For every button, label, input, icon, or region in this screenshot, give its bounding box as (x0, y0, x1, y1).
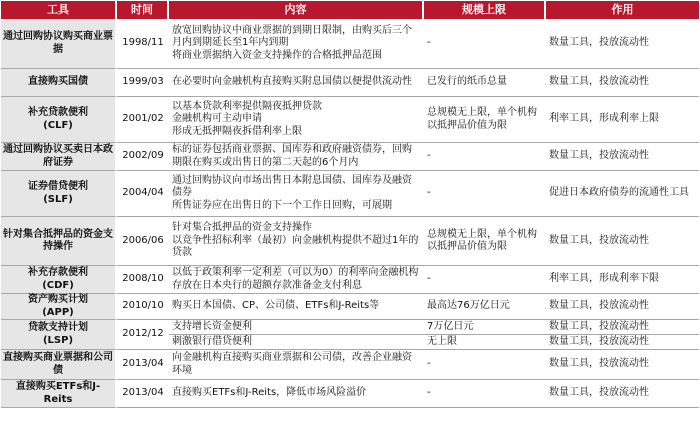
table-row (1, 217, 699, 266)
table-row (1, 266, 699, 294)
content-cell: 通过回购协议向市场出售日本附息国债、国库券及融资债券 所售证券应在出售日的下一个工作日回购，可展期 (169, 171, 424, 217)
header-effect: 作用 (546, 1, 699, 19)
tool-cell: 资产购买计划 (APP) (1, 294, 117, 320)
time-cell: 2010/10 (117, 294, 169, 320)
effect-cell: 利率工具，形成利率上限 (546, 97, 699, 143)
content-cell: 在必要时向金融机构直接购买附息国债以便提供流动性 (169, 69, 424, 97)
content-cell: 向金融机构直接购买商业票据和公司债，改善企业融资环境 (169, 350, 424, 380)
content-cell: 直接购买ETFs和J-Reits，降低市场风险溢价 (169, 380, 424, 408)
content-cell: 针对集合抵押品的资金支持操作 以竞争性招标利率（最初）向金融机构提供不超过1年的贷款 (169, 217, 424, 266)
table-header (1, 1, 699, 19)
header-content: 内容 (169, 1, 424, 19)
time-cell: 2002/09 (117, 143, 169, 171)
content-cell: 以基本贷款利率提供隔夜抵押贷款 金融机构可主动申请 形成无抵押隔夜拆借利率上限 (169, 97, 424, 143)
limit-cell: 7万亿日元 (424, 320, 546, 335)
tool-cell: 直接购买商业票据和公司债 (1, 350, 117, 380)
time-cell: 2013/04 (117, 380, 169, 408)
time-cell: 2001/02 (117, 97, 169, 143)
limit-cell: 已发行的纸币总量 (424, 69, 546, 97)
table-row (1, 380, 699, 408)
table-row (1, 171, 699, 217)
table-row (1, 143, 699, 171)
table-body (1, 19, 699, 408)
time-cell: 2013/04 (117, 350, 169, 380)
effect-cell: 数量工具，投放流动性 (546, 335, 699, 350)
table-row (1, 320, 699, 335)
effect-cell: 利率工具，形成利率下限 (546, 266, 699, 294)
header-time: 时间 (117, 1, 169, 19)
tool-cell: 补充存款便利 (CDF) (1, 266, 117, 294)
limit-cell: - (424, 19, 546, 69)
time-cell: 1998/11 (117, 19, 169, 69)
tool-cell (1, 19, 117, 69)
limit-cell: - (424, 171, 546, 217)
tool-cell: 证券借贷便利 (SLF) (1, 171, 117, 217)
content-cell: 刺激银行借贷便利 (169, 335, 424, 350)
header-row (1, 1, 699, 19)
time-cell: 2012/12 (117, 320, 169, 350)
limit-cell: 无上限 (424, 335, 546, 350)
limit-cell: 最高达76万亿日元 (424, 294, 546, 320)
content-cell: 放宽回购协议中商业票据的到期日限制，由购买后三个月内到期延长至1年内到期 将商业票据纳入资金支持操作的合格抵押品范围 (169, 19, 424, 69)
limit-cell: - (424, 350, 546, 380)
table-row (1, 350, 699, 380)
tool-cell: 贷款支持计划 (LSP) (1, 320, 117, 350)
tool-cell: 针对集合抵押品的资金支持操作 (1, 217, 117, 266)
effect-cell: 数量工具，投放流动性 (546, 217, 699, 266)
time-cell: 1999/03 (117, 69, 169, 97)
header-tool: 工具 (1, 1, 117, 19)
effect-cell: 数量工具，投放流动性 (546, 69, 699, 97)
time-cell: 2006/06 (117, 217, 169, 266)
effect-cell: 数量工具，投放流动性 (546, 294, 699, 320)
effect-cell: 促进日本政府债券的流通性工具 (546, 171, 699, 217)
content-cell: 支持增长资金便利 (169, 320, 424, 335)
time-cell: 2004/04 (117, 171, 169, 217)
effect-cell: 数量工具，投放流动性 (546, 380, 699, 408)
limit-cell: 总规模无上限，单个机构以抵押品价值为限 (424, 97, 546, 143)
tool-cell: 通过回购协议买卖日本政府证券 (1, 143, 117, 171)
limit-cell: - (424, 266, 546, 294)
content-cell: 购买日本国债、CP、公司债、ETFs和J-Reits等 (169, 294, 424, 320)
tool-cell: 直接购买国债 (1, 69, 117, 97)
table-row (1, 19, 699, 69)
time-cell: 2008/10 (117, 266, 169, 294)
table-row (1, 294, 699, 320)
content-cell: 标的证券包括商业票据、国库券和政府融资债券，回购期限在购买或出售日的第二天起的6个月内 (169, 143, 424, 171)
tool-cell: 补充贷款便利 (CLF) (1, 97, 117, 143)
effect-cell: 数量工具，投放流动性 (546, 350, 699, 380)
effect-cell: 数量工具，投放流动性 (546, 320, 699, 335)
limit-cell: 总规模无上限，单个机构以抵押品价值为限 (424, 217, 546, 266)
limit-cell: - (424, 143, 546, 171)
effect-cell: 数量工具，投放流动性 (546, 143, 699, 171)
tool-cell: 直接购买ETFs和J-Reits (1, 380, 117, 408)
effect-cell: 数量工具，投放流动性 (546, 19, 699, 69)
table-row (1, 69, 699, 97)
tool-name: 通过回购协议购买商业票据 (3, 31, 113, 55)
limit-cell: - (424, 380, 546, 408)
table-row (1, 97, 699, 143)
policy-tools-table (1, 1, 699, 408)
content-cell: 以低于政策利率一定利差（可以为0）的利率向金融机构存放在日本央行的超额存款准备金支付利息 (169, 266, 424, 294)
header-limit: 规模上限 (424, 1, 546, 19)
